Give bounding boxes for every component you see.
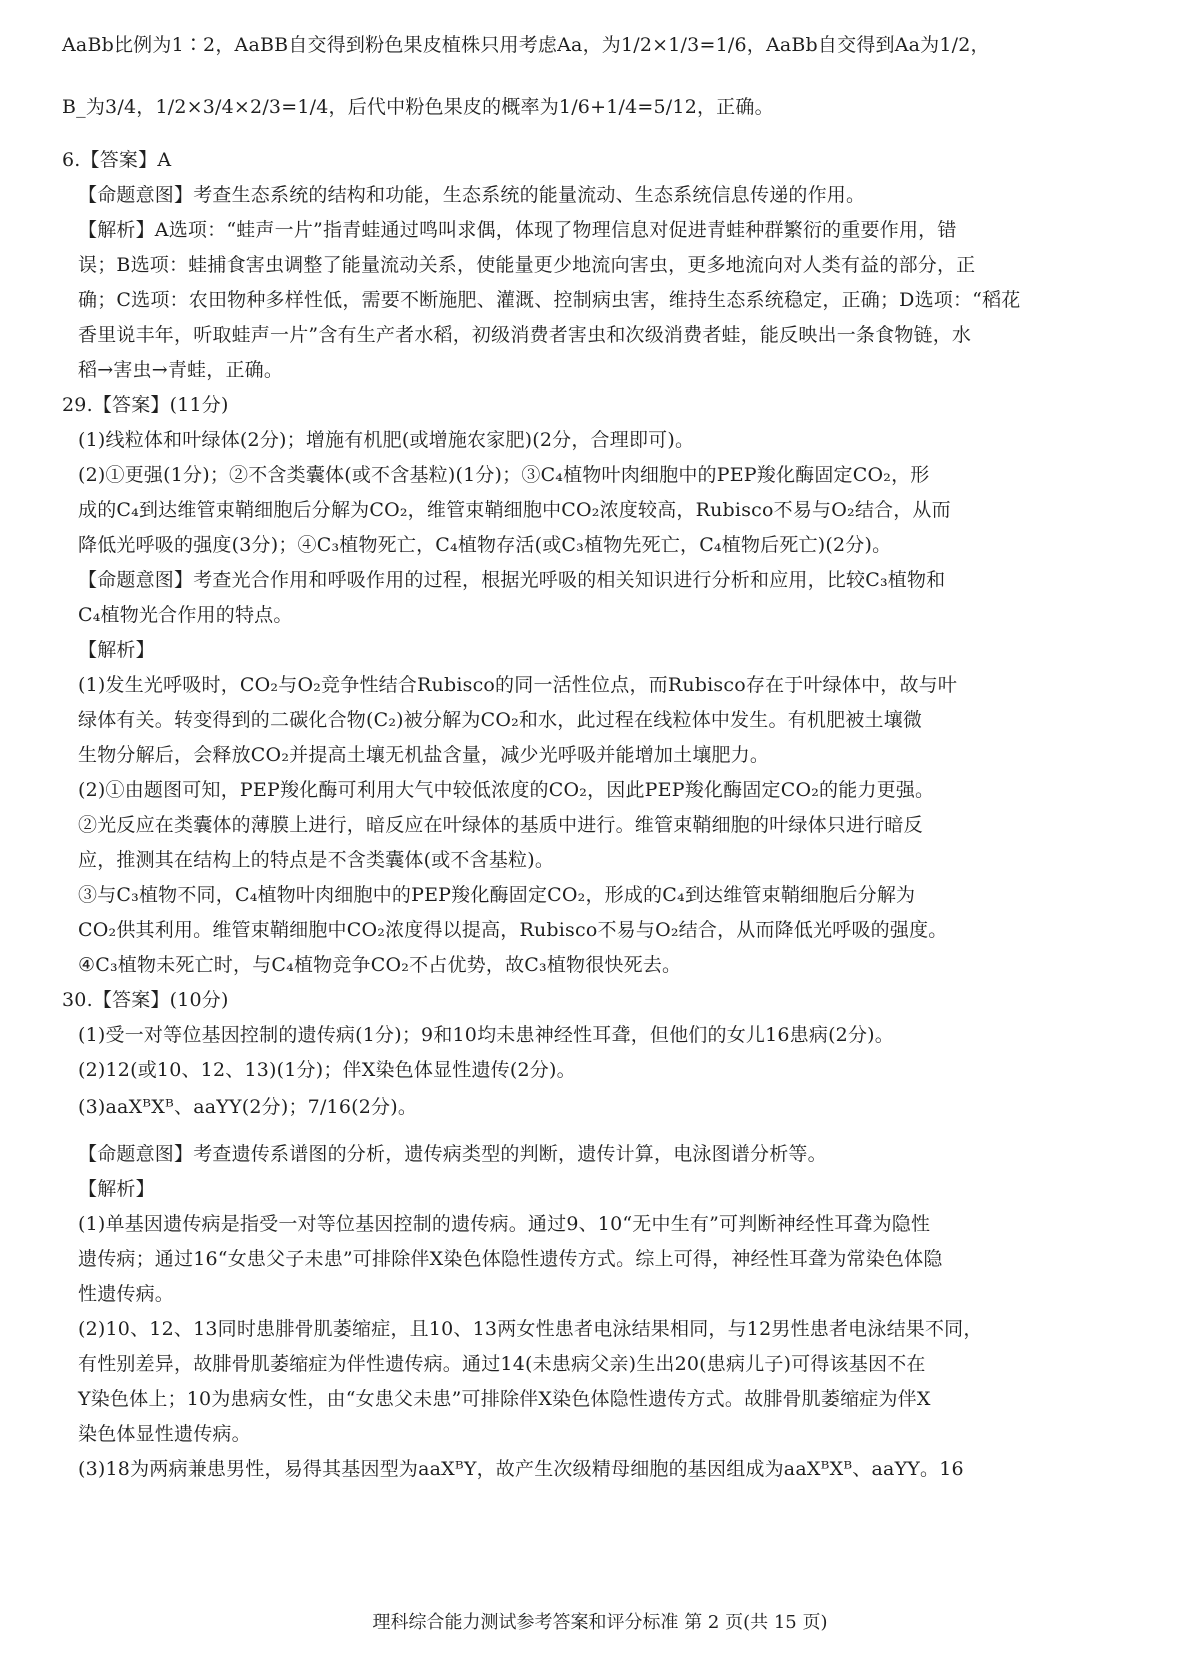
text-line: (2)①更强(1分)；②不含类囊体(或不含基粒)(1分)；③C₄植物叶肉细胞中的PEP羧化酶固定CO₂，形 bbox=[78, 464, 930, 486]
text-line: (1)受一对等位基因控制的遗传病(1分)；9和10均未患神经性耳聋，但他们的女儿16患病(2分)。 bbox=[78, 1024, 894, 1046]
text-line: 误；B选项：蛙捕食害虫调整了能量流动关系，使能量更少地流向害虫，更多地流向对人类有益的部分，正 bbox=[78, 254, 976, 276]
text-line: 有性别差异，故腓骨肌萎缩症为伴性遗传病。通过14(未患病父亲)生出20(患病儿子)可得该基因不在 bbox=[78, 1353, 926, 1375]
answer-heading: 29.【答案】(11分) bbox=[62, 394, 229, 416]
section-label: 【解析】 bbox=[78, 1178, 155, 1200]
text-line: ③与C₃植物不同，C₄植物叶肉细胞中的PEP羧化酶固定CO₂，形成的C₄到达维管束鞘细胞后分解为 bbox=[78, 884, 916, 906]
text-line: AaBb比例为1∶2，AaBB自交得到粉色果皮植株只用考虑Aa，为1/2×1/3=1/6，AaBb自交得到Aa为1/2， bbox=[62, 34, 990, 56]
text-line: 【命题意图】考查生态系统的结构和功能，生态系统的能量流动、生态系统信息传递的作用。 bbox=[78, 184, 866, 206]
text-line: ②光反应在类囊体的薄膜上进行，暗反应在叶绿体的基质中进行。维管束鞘细胞的叶绿体只进行暗反 bbox=[78, 814, 923, 836]
text-line: 【解析】A选项：“蛙声一片”指青蛙通过鸣叫求偶，体现了物理信息对促进青蛙种群繁衍的重要作用，错 bbox=[78, 219, 957, 241]
text-line: 生物分解后，会释放CO₂并提高土壤无机盐含量，减少光呼吸并能增加土壤肥力。 bbox=[78, 744, 770, 766]
text-line: (1)线粒体和叶绿体(2分)；增施有机肥(或增施农家肥)(2分，合理即可)。 bbox=[78, 429, 695, 451]
text-line: 成的C₄到达维管束鞘细胞后分解为CO₂，维管束鞘细胞中CO₂浓度较高，Rubisco不易与O₂结合，从而 bbox=[78, 499, 951, 521]
text-line: (1)单基因遗传病是指受一对等位基因控制的遗传病。通过9、10“无中生有”可判断神经性耳聋为隐性 bbox=[78, 1213, 931, 1235]
text-line: 稻→害虫→青蛙，正确。 bbox=[78, 359, 284, 381]
text-line: Y染色体上；10为患病女性，由“女患父未患”可排除伴X染色体隐性遗传方式。故腓骨肌萎缩症为伴X bbox=[78, 1388, 931, 1410]
text-line: 确；C选项：农田物种多样性低，需要不断施肥、灌溉、控制病虫害，维持生态系统稳定，正确；D选项：“稻花 bbox=[78, 289, 1021, 311]
page-footer: 理科综合能力测试参考答案和评分标准 第 2 页(共 15 页) bbox=[372, 1612, 828, 1633]
text-line: (2)10、12、13同时患腓骨肌萎缩症，且10、13两女性患者电泳结果相同，与12男性患者电泳结果不同， bbox=[78, 1318, 983, 1340]
text-line: B_为3/4，1/2×3/4×2/3=1/4，后代中粉色果皮的概率为1/6+1/4=5/12，正确。 bbox=[62, 96, 774, 118]
text-line: 降低光呼吸的强度(3分)；④C₃植物死亡，C₄植物存活(或C₃植物先死亡，C₄植物后死亡)(2分)。 bbox=[78, 534, 892, 556]
text-line: (2)①由题图可知，PEP羧化酶可利用大气中较低浓度的CO₂，因此PEP羧化酶固定CO₂的能力更强。 bbox=[78, 779, 935, 801]
text-line: ④C₃植物未死亡时，与C₄植物竞争CO₂不占优势，故C₃植物很快死去。 bbox=[78, 954, 682, 976]
text-line: (3)18为两病兼患男性，易得其基因型为aaXᴮY，故产生次级精母细胞的基因组成为aaXᴮXᴮ、aaYY。16 bbox=[78, 1458, 964, 1480]
text-line: 【命题意图】考查光合作用和呼吸作用的过程，根据光呼吸的相关知识进行分析和应用，比较C₃植物和 bbox=[78, 569, 946, 591]
text-line: 应，推测其在结构上的特点是不含类囊体(或不含基粒)。 bbox=[78, 849, 555, 871]
text-line: CO₂供其利用。维管束鞘细胞中CO₂浓度得以提高，Rubisco不易与O₂结合，从而降低光呼吸的强度。 bbox=[78, 919, 948, 941]
answer-heading: 30.【答案】(10分) bbox=[62, 989, 229, 1011]
text-line: 遗传病；通过16“女患父子未患”可排除伴X染色体隐性遗传方式。综上可得，神经性耳聋为常染色体隐 bbox=[78, 1248, 943, 1270]
text-line: (2)12(或10、12、13)(1分)；伴X染色体显性遗传(2分)。 bbox=[78, 1059, 576, 1081]
text-line: (1)发生光呼吸时，CO₂与O₂竞争性结合Rubisco的同一活性位点，而Rubisco存在于叶绿体中，故与叶 bbox=[78, 674, 958, 696]
text-line: 香里说丰年，听取蛙声一片”含有生产者水稻，初级消费者害虫和次级消费者蛙，能反映出一条食物链，水 bbox=[78, 324, 972, 346]
text-line: 性遗传病。 bbox=[78, 1283, 175, 1305]
text-line: (3)aaXᴮXᴮ、aaYY(2分)；7/16(2分)。 bbox=[78, 1096, 418, 1118]
text-line: C₄植物光合作用的特点。 bbox=[78, 604, 293, 626]
text-line: 染色体显性遗传病。 bbox=[78, 1423, 251, 1445]
text-line: 绿体有关。转变得到的二碳化合物(C₂)被分解为CO₂和水，此过程在线粒体中发生。有机肥被土壤微 bbox=[78, 709, 923, 731]
answer-heading: 6.【答案】A bbox=[62, 149, 172, 171]
text-line: 【命题意图】考查遗传系谱图的分析，遗传病类型的判断，遗传计算，电泳图谱分析等。 bbox=[78, 1143, 827, 1165]
section-label: 【解析】 bbox=[78, 639, 155, 661]
